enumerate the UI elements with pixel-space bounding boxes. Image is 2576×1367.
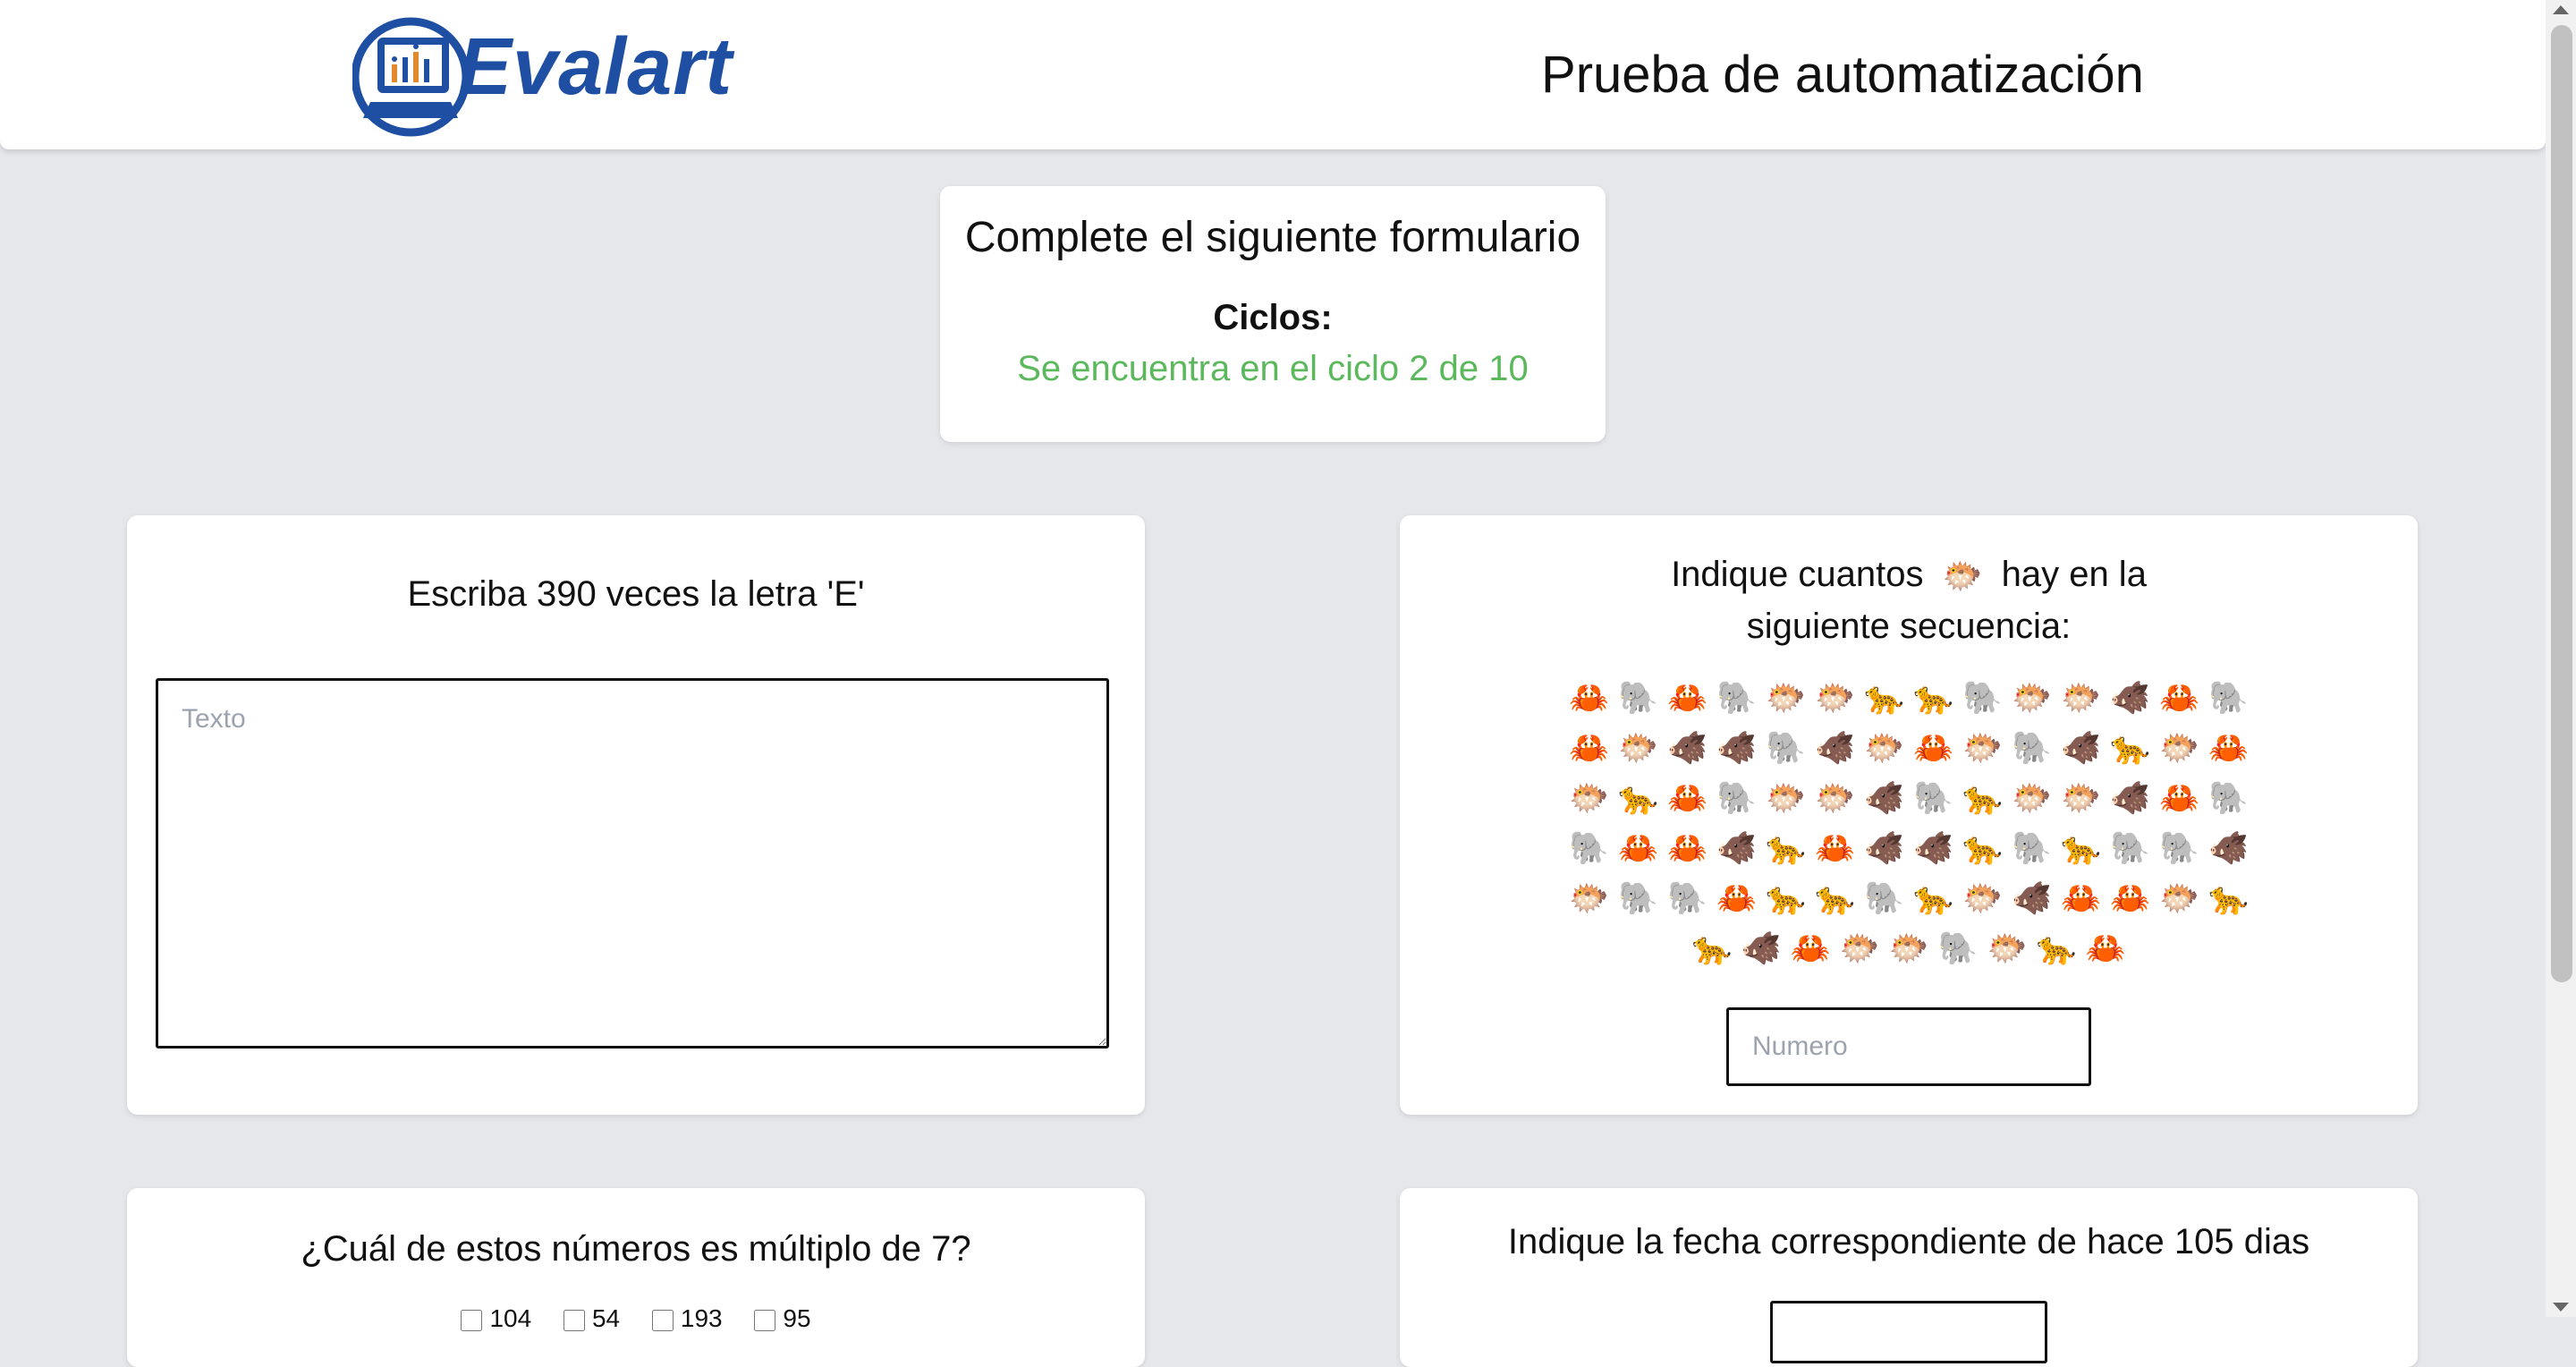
letter-answer-textarea[interactable] xyxy=(156,678,1109,1049)
leopard-icon: 🐆 xyxy=(1766,829,1806,866)
emoji-count-question-card xyxy=(1400,515,2418,1115)
boar-icon: 🐗 xyxy=(1815,729,1855,766)
pufferfish-icon: 🐡 xyxy=(1942,557,1983,595)
pufferfish-icon: 🐡 xyxy=(1766,779,1806,816)
pufferfish-icon: 🐡 xyxy=(2159,879,2199,916)
leopard-icon: 🐆 xyxy=(1962,829,2003,866)
pufferfish-icon: 🐡 xyxy=(1864,729,1904,766)
crab-icon: 🦀 xyxy=(1913,729,1953,766)
pufferfish-icon: 🐡 xyxy=(1618,729,1658,766)
pufferfish-icon: 🐡 xyxy=(2061,779,2101,816)
crab-icon: 🦀 xyxy=(2208,729,2249,766)
boar-icon: 🐗 xyxy=(2208,829,2249,866)
elephant-icon: 🐘 xyxy=(1937,930,1979,966)
crab-icon: 🦀 xyxy=(1790,930,1831,966)
elephant-icon: 🐘 xyxy=(1667,879,1707,916)
boar-icon: 🐗 xyxy=(2012,879,2052,916)
option-label: 95 xyxy=(783,1304,811,1332)
leopard-icon: 🐆 xyxy=(1913,879,1953,916)
option-item[interactable] xyxy=(652,1304,723,1333)
crab-icon: 🦀 xyxy=(1716,879,1757,916)
crab-icon: 🦀 xyxy=(1569,729,1609,766)
option-checkbox[interactable] xyxy=(564,1310,585,1331)
option-item[interactable] xyxy=(754,1304,810,1333)
crab-icon: 🦀 xyxy=(1569,679,1609,716)
leopard-icon: 🐆 xyxy=(1913,679,1953,716)
multiple-question-card xyxy=(127,1188,1145,1367)
option-checkbox[interactable] xyxy=(461,1310,482,1331)
boar-icon: 🐗 xyxy=(1864,779,1904,816)
crab-icon: 🦀 xyxy=(2159,679,2199,716)
boar-icon: 🐗 xyxy=(1741,930,1782,966)
date-question-card xyxy=(1400,1188,2418,1367)
boar-icon: 🐗 xyxy=(1864,829,1904,866)
logo-wordmark: Evalart xyxy=(458,22,733,112)
crab-icon: 🦀 xyxy=(2110,879,2150,916)
elephant-icon: 🐘 xyxy=(2110,829,2150,866)
letter-question-prompt: Escriba 390 veces la letra 'E' xyxy=(407,574,865,614)
multiple-options xyxy=(127,1304,1145,1333)
app-header xyxy=(0,0,2546,149)
elephant-icon: 🐘 xyxy=(2159,829,2199,866)
pufferfish-icon: 🐡 xyxy=(1962,879,2003,916)
leopard-icon: 🐆 xyxy=(2110,729,2150,766)
date-input[interactable] xyxy=(1770,1301,2047,1363)
leopard-icon: 🐆 xyxy=(2036,930,2077,966)
boar-icon: 🐗 xyxy=(2061,729,2101,766)
emoji-count-prompt-after: hay en la siguiente secuencia: xyxy=(1746,555,2147,647)
pufferfish-icon: 🐡 xyxy=(1839,930,1880,966)
pufferfish-icon: 🐡 xyxy=(1569,779,1609,816)
pufferfish-icon: 🐡 xyxy=(1987,930,2028,966)
elephant-icon: 🐘 xyxy=(1864,879,1904,916)
elephant-icon: 🐘 xyxy=(2012,729,2052,766)
boar-icon: 🐗 xyxy=(2110,679,2150,716)
pufferfish-icon: 🐡 xyxy=(1815,679,1855,716)
elephant-icon: 🐘 xyxy=(1569,829,1609,866)
crab-icon: 🦀 xyxy=(1815,829,1855,866)
boar-icon: 🐗 xyxy=(1716,829,1757,866)
cycles-label: Ciclos: xyxy=(1213,298,1333,337)
option-label: 104 xyxy=(489,1304,532,1332)
emoji-count-prompt xyxy=(1400,549,2418,651)
scroll-thumb[interactable] xyxy=(2551,25,2572,982)
emoji-count-prompt-before: Indique cuantos xyxy=(1671,555,1924,594)
crab-icon: 🦀 xyxy=(1667,779,1707,816)
logo-monitor-icon xyxy=(352,13,469,138)
crab-icon: 🦀 xyxy=(2159,779,2199,816)
elephant-icon: 🐘 xyxy=(1618,679,1658,716)
form-title: Complete el siguiente formulario xyxy=(964,214,1581,261)
option-label: 193 xyxy=(680,1304,723,1332)
leopard-icon: 🐆 xyxy=(1962,779,2003,816)
date-question-prompt: Indique la fecha correspondiente de hace 105 dias xyxy=(1507,1222,2310,1261)
emoji-sequence xyxy=(1561,676,2257,970)
elephant-icon: 🐘 xyxy=(1618,879,1658,916)
crab-icon: 🦀 xyxy=(1667,829,1707,866)
pufferfish-icon: 🐡 xyxy=(2012,779,2052,816)
scroll-down-arrow-icon[interactable] xyxy=(2553,1303,2569,1312)
emoji-count-input[interactable] xyxy=(1726,1007,2091,1086)
crab-icon: 🦀 xyxy=(1667,679,1707,716)
boar-icon: 🐗 xyxy=(2110,779,2150,816)
boar-icon: 🐗 xyxy=(1913,829,1953,866)
leopard-icon: 🐆 xyxy=(1691,930,1733,966)
boar-icon: 🐗 xyxy=(1667,729,1707,766)
scroll-up-arrow-icon[interactable] xyxy=(2553,5,2569,14)
leopard-icon: 🐆 xyxy=(1864,679,1904,716)
leopard-icon: 🐆 xyxy=(2061,829,2101,866)
pufferfish-icon: 🐡 xyxy=(2012,679,2052,716)
leopard-icon: 🐆 xyxy=(1766,879,1806,916)
pufferfish-icon: 🐡 xyxy=(1766,679,1806,716)
pufferfish-icon: 🐡 xyxy=(1815,779,1855,816)
pufferfish-icon: 🐡 xyxy=(1962,729,2003,766)
pufferfish-icon: 🐡 xyxy=(2159,729,2199,766)
option-item[interactable] xyxy=(564,1304,620,1333)
elephant-icon: 🐘 xyxy=(1766,729,1806,766)
page-title: Prueba de automatización xyxy=(1541,46,2144,104)
elephant-icon: 🐘 xyxy=(1716,779,1757,816)
multiple-question-prompt: ¿Cuál de estos números es múltiplo de 7? xyxy=(301,1229,971,1269)
pufferfish-icon: 🐡 xyxy=(1569,879,1609,916)
crab-icon: 🦀 xyxy=(2061,879,2101,916)
elephant-icon: 🐘 xyxy=(2012,829,2052,866)
evalart-logo xyxy=(352,13,782,138)
elephant-icon: 🐘 xyxy=(2208,779,2249,816)
leopard-icon: 🐆 xyxy=(2208,879,2249,916)
pufferfish-icon: 🐡 xyxy=(1888,930,1929,966)
vertical-scrollbar[interactable] xyxy=(2546,0,2576,1317)
crab-icon: 🦀 xyxy=(2085,930,2126,966)
boar-icon: 🐗 xyxy=(1716,729,1757,766)
form-info-card xyxy=(940,186,1606,442)
pufferfish-icon: 🐡 xyxy=(2061,679,2101,716)
option-item[interactable] xyxy=(461,1304,531,1333)
option-checkbox[interactable] xyxy=(754,1310,775,1331)
elephant-icon: 🐘 xyxy=(1716,679,1757,716)
letter-question-card xyxy=(127,515,1145,1115)
leopard-icon: 🐆 xyxy=(1815,879,1855,916)
cycle-status: Se encuentra en el ciclo 2 de 10 xyxy=(1017,349,1529,388)
elephant-icon: 🐘 xyxy=(1913,779,1953,816)
leopard-icon: 🐆 xyxy=(1618,779,1658,816)
option-checkbox[interactable] xyxy=(652,1310,674,1331)
elephant-icon: 🐘 xyxy=(2208,679,2249,716)
elephant-icon: 🐘 xyxy=(1962,679,2003,716)
option-label: 54 xyxy=(591,1304,621,1332)
crab-icon: 🦀 xyxy=(1618,829,1658,866)
